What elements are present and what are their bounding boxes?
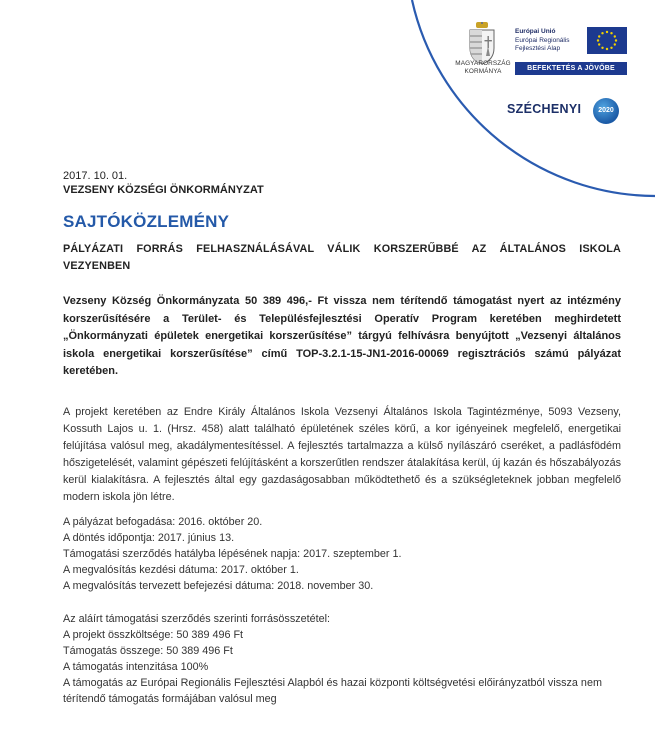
date-item: A megvalósítás tervezett befejezési dátuma: 2018. november 30.: [63, 580, 374, 592]
organization-name: VEZSENY KÖZSÉGI ÖNKORMÁNYZAT: [63, 184, 264, 196]
body-paragraph: A projekt keretében az Endre Király Általános Iskola Vezsenyi Általános Iskola Tagintézménye, 5093 Vezseny, Kossuth Lajos u. 1. (Hrsz. 458) alatt található épületének széles körű, a kor igényeinek megfelelő, energetikai felújítása valósul meg, akadálymentesítéssel. A fejlesztés tartalmazza a külső nyílászáró cseréket, a padlásfödém hőszigetelését, valamint gépészeti felújításként a korszerűtlen rendszer átalakítása kerül, új kazán és hőszabályozás kerül kialakításra. A fejlesztés által egy gazdaságosabban működtethető és a szükségleteknek jobban megfelelő modern iskola jön létre.: [63, 406, 621, 503]
funding-item: A támogatás intenzitása 100%: [63, 661, 209, 673]
szechenyi-logo-text: SZÉCHENYI: [507, 102, 582, 116]
government-logo-text: [446, 60, 520, 75]
date-item: A döntés időpontja: 2017. június 13.: [63, 532, 235, 544]
date-item: A pályázat befogadása: 2016. október 20.: [63, 516, 263, 528]
funding-item: Az aláírt támogatási szerződés szerinti forrásösszetétel:: [63, 613, 331, 625]
funding-item: A támogatás az Európai Regionális Fejlesztési Alapból és hazai központi költségvetési előirányzatból vissza nem térítendő támogatás formájában valósul meg: [63, 677, 602, 705]
document-date: 2017. 10. 01.: [63, 170, 128, 182]
date-item: A megvalósítás kezdési dátuma: 2017. október 1.: [63, 564, 299, 576]
eu-line-2: Európai Regionális: [515, 36, 570, 44]
date-item: Támogatási szerződés hatályba lépésének napja: 2017. szeptember 1.: [63, 548, 402, 560]
funding-item: A projekt összköltsége: 50 389 496 Ft: [63, 629, 244, 641]
eu-logo-text: [515, 28, 585, 54]
project-dates-list: [63, 514, 621, 594]
gov-line-1: MAGYARORSZÁG: [455, 60, 511, 67]
eu-line-3: Fejlesztési Alap: [515, 45, 561, 53]
funding-item: Támogatás összege: 50 389 496 Ft: [63, 645, 233, 657]
lead-paragraph: Vezseny Község Önkormányzata 50 389 496,- Ft vissza nem térítendő támogatást nyert az intézmény korszerűsítésére a Terület- és Településfejlesztési Operatív Program keretében meghirdetett „Önkormányzati épületek energetikai korszerűsítése” tárgyú felhívásra benyújtott „Vezsenyi általános iskola energetikai korszerűsítése” című TOP-3.2.1-15-JN1-2016-00069 regisztrációs számú pályázat keretében.: [63, 295, 621, 377]
document-title: SAJTÓKÖZLEMÉNY: [63, 212, 230, 231]
eu-flag-icon: [587, 27, 627, 54]
funding-list: [63, 611, 621, 707]
eu-banner: BEFEKTETÉS A JÖVŐBE: [515, 62, 627, 75]
gov-line-2: KORMÁNYA: [464, 67, 502, 75]
document-subtitle: PÁLYÁZATI FORRÁS FELHASZNÁLÁSÁVAL VÁLIK KORSZERŰBBÉ AZ ÁLTALÁNOS ISKOLA VEZYENBEN: [63, 243, 621, 272]
szechenyi-2020-badge: 2020: [593, 98, 619, 124]
eu-line-1: Európai Unió: [515, 28, 556, 35]
